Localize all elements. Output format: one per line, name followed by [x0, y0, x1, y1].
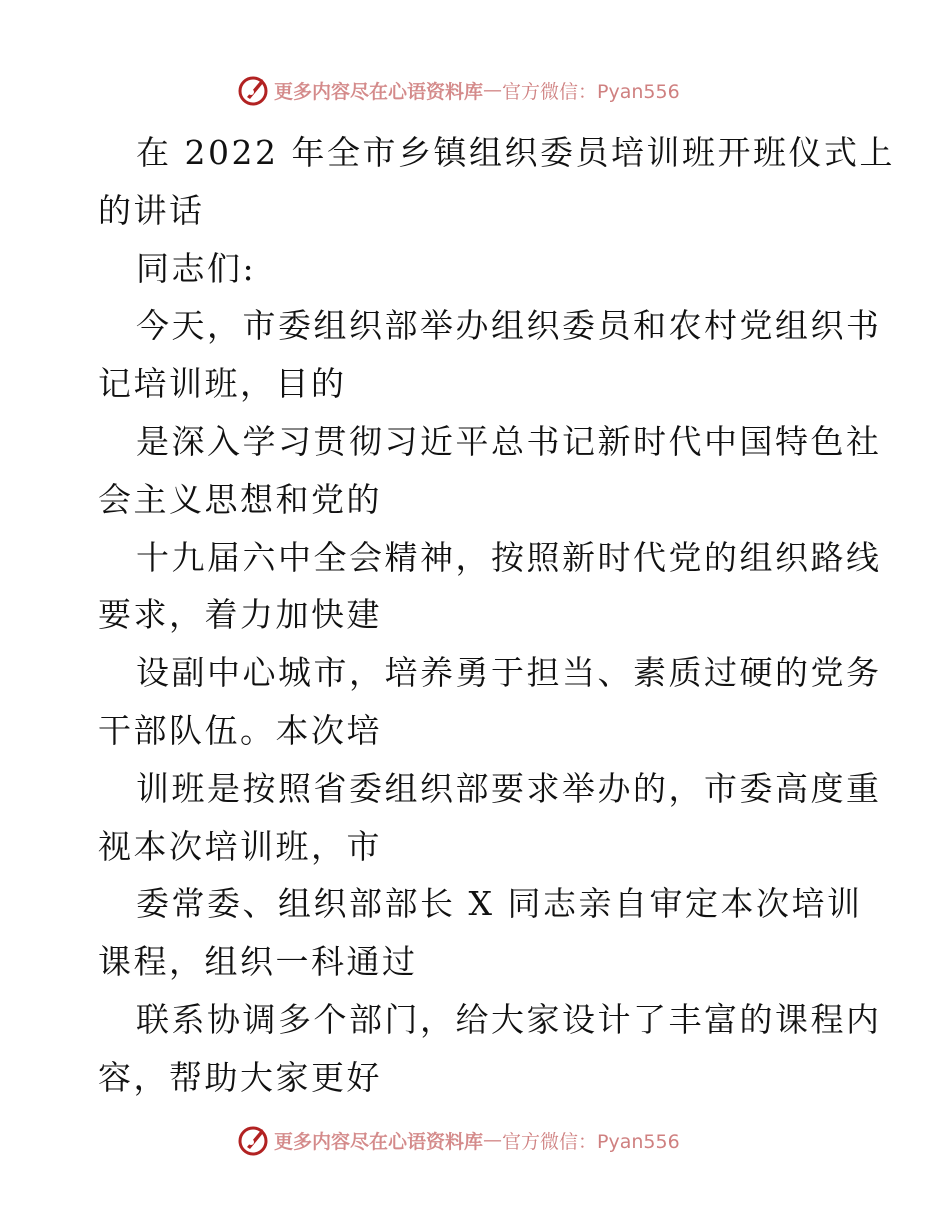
- paragraph-line: 十九届六中全会精神，按照新时代党的组织路线: [136, 537, 882, 577]
- paragraph-line: 干部队伍。本次培: [98, 710, 382, 750]
- paragraph-line: 视本次培训班，市: [98, 826, 382, 866]
- paragraph-line: 设副中心城市，培养勇于担当、素质过硬的党务: [136, 653, 882, 693]
- paragraph-line: 会主义思想和党的: [98, 479, 382, 519]
- quill-pen-icon: [236, 1123, 270, 1157]
- title-line-1: 在 2022 年全市乡镇组织委员培训班开班仪式上: [136, 133, 895, 172]
- paragraph-line: 记培训班，目的: [98, 364, 347, 404]
- paragraph-line: 联系协调多个部门，给大家设计了丰富的课程内: [136, 999, 882, 1039]
- paragraph-line: 课程，组织一科通过: [98, 942, 418, 982]
- header-watermark: [236, 72, 680, 108]
- salutation: 同志们:: [136, 248, 257, 288]
- watermark-sub-text: 官方微信：Pyan556: [502, 1130, 680, 1153]
- watermark-main-text: 更多内容尽在心语资料库: [274, 1130, 484, 1153]
- paragraph-line: 训班是按照省委组织部要求举办的，市委高度重: [136, 768, 882, 808]
- document-body: [98, 124, 895, 1107]
- paragraph-line: 委常委、组织部部长 X 同志亲自审定本次培训: [136, 884, 863, 924]
- quill-pen-icon: [236, 73, 270, 107]
- footer-watermark: [236, 1122, 680, 1158]
- watermark-main-text: 更多内容尽在心语资料库: [274, 80, 484, 103]
- paragraph-line: 要求，着力加快建: [98, 595, 382, 635]
- paragraph-line: 今天，市委组织部举办组织委员和农村党组织书: [136, 306, 882, 346]
- title-line-2: 的讲话: [98, 190, 205, 230]
- watermark-dash: —: [483, 1129, 503, 1151]
- watermark-sub-text: 官方微信：Pyan556: [502, 80, 680, 103]
- watermark-dash: —: [483, 79, 503, 101]
- paragraph-line: 容，帮助大家更好: [98, 1057, 382, 1097]
- paragraph-line: 是深入学习贯彻习近平总书记新时代中国特色社: [136, 421, 882, 461]
